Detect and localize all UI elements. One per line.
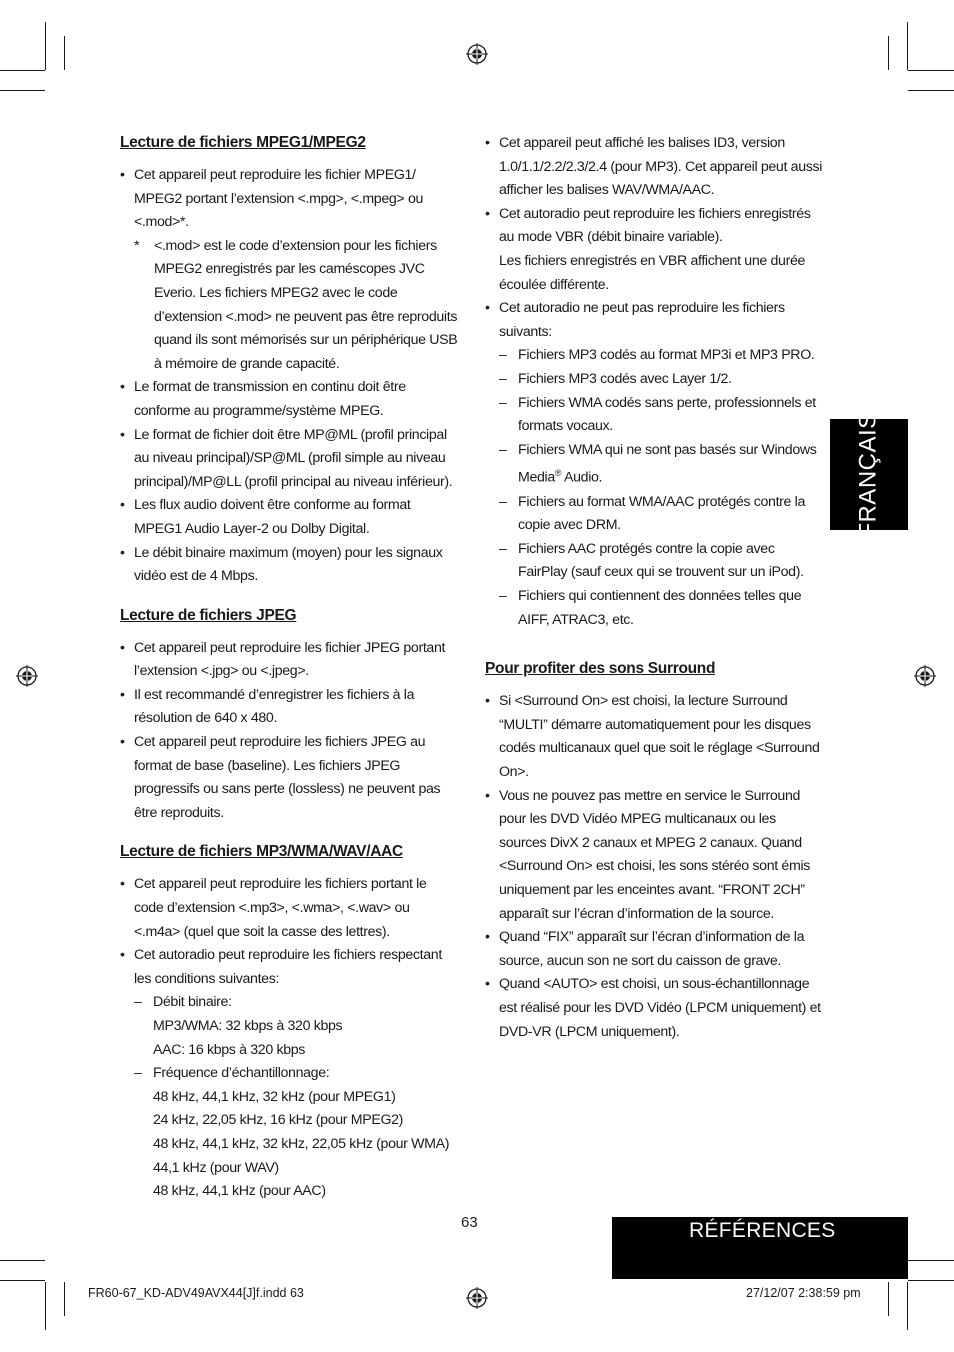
list-item: • Il est recommandé d’enregistrer les fichiers à la résolution de 640 x 480.	[120, 684, 458, 731]
dash-item-text: Fichiers MP3 codés avec Layer 1/2.	[518, 370, 732, 387]
list-item-text: Cet autoradio ne peut pas reproduire les fichiers suivants:	[499, 300, 785, 340]
crop-mark	[0, 1260, 45, 1261]
frequency-line: 48 kHz, 44,1 kHz, 32 kHz, 22,05 kHz (pour WMA)	[153, 1135, 450, 1152]
section-tab	[612, 1217, 908, 1279]
list-item	[120, 944, 458, 1204]
list-item-text: • Cet autoradio peut reproduire les fichiers enregistrés au mode VBR (débit binaire variable).	[499, 205, 811, 246]
list-item: • Cet appareil peut affiché les balises ID3, version 1.0/1.1/2.2/2.3/2.4 (pour MP3). Cet appareil peut aussi afficher les balises WAV/WMA/AAC.	[485, 132, 825, 203]
dash-list	[134, 991, 458, 1203]
frequency-line: 48 kHz, 44,1 kHz (pour AAC)	[153, 1183, 326, 1200]
list-item-text: Cet autoradio peut reproduire les fichiers respectant les conditions suivantes:	[134, 947, 442, 987]
bullet-list	[120, 873, 458, 1203]
right-column	[485, 132, 825, 1044]
list-item-text: Cet appareil peut reproduire les fichier MPEG1/ MPEG2 portant l’extension <.mpg>, <.mpeg> ou <.mod>*.	[134, 167, 424, 231]
dash-marker: –	[499, 370, 507, 387]
dash-item-text: Fichiers qui contiennent des données telles que AIFF, ATRAC3, etc.	[518, 588, 802, 628]
crop-mark	[908, 90, 954, 91]
list-item: • Le format de fichier doit être MP@ML (profil principal au niveau principal)/SP@ML (profil simple au niveau principal)/MP@LL (profil principal au niveau inférieur).	[120, 424, 458, 495]
crop-mark	[907, 1282, 908, 1330]
crop-mark	[908, 1280, 954, 1281]
dash-item	[499, 491, 825, 538]
dash-item	[499, 439, 825, 491]
footnote-marker: *	[134, 237, 140, 254]
crop-mark	[0, 90, 45, 91]
section-heading: Lecture de fichiers MPEG1/MPEG2	[120, 134, 366, 151]
dash-item	[499, 538, 825, 585]
dash-marker: –	[499, 347, 507, 364]
dash-item-text: Fichiers AAC protégés contre la copie avec FairPlay (sauf ceux qui se trouvent sur un iPod).	[518, 540, 804, 581]
list-item: • Cet appareil peut reproduire les fichiers portant le code d’extension <.mp3>, <.wma>, <.wav> ou <.m4a> (quel que soit la casse des lettres).	[120, 873, 458, 944]
section-heading: Lecture de fichiers MP3/WMA/WAV/AAC	[120, 843, 403, 861]
bitrate-line: AAC: 16 kbps à 320 kbps	[153, 1041, 306, 1058]
list-item: • Cet appareil peut reproduire les fichier JPEG portant l’extension <.jpg> ou <.jpeg>.	[120, 637, 458, 684]
list-item: • Les flux audio doivent être conforme au format MPEG1 Audio Layer-2 ou Dolby Digital.	[120, 494, 458, 541]
section-mp3	[120, 841, 458, 1203]
dash-item-text: Fichiers WMA qui ne sont pas basés sur Windows Media	[518, 441, 817, 487]
crop-mark	[888, 36, 889, 70]
dash-item-text: Audio.	[561, 470, 603, 487]
section-jpeg	[120, 605, 458, 826]
dash-item-text: Fichiers MP3 codés au format MP3i et MP3 PRO.	[518, 347, 815, 364]
dash-item	[499, 585, 825, 632]
crop-mark	[64, 1282, 65, 1316]
list-item: • Si <Surround On> est choisi, la lecture Surround “MULTI” démarre automatiquement pour les disques codés multicanaux quel que soit le réglage <Surround On>.	[485, 690, 825, 784]
page-number: 63	[461, 1214, 478, 1231]
crop-mark	[45, 22, 46, 70]
language-tab-label: FRANÇAIS	[855, 411, 883, 538]
frequency-line: 24 kHz, 22,05 kHz, 16 kHz (pour MPEG2)	[153, 1112, 404, 1129]
list-item: • Le format de transmission en continu doit être conforme au programme/système MPEG.	[120, 376, 458, 423]
list-item	[485, 203, 825, 297]
section-heading: Pour profiter des sons Surround	[485, 660, 716, 678]
list-item: • Quand “FIX” apparaît sur l’écran d’information de la source, aucun son ne sort du caisson de grave.	[485, 926, 825, 973]
dash-list	[499, 344, 825, 632]
crop-mark	[0, 70, 45, 71]
footnote-text: <.mod> est le code d’extension pour les fichiers MPEG2 enregistrés par les caméscopes JVC Everio. Les fichiers MPEG2 avec le code d’extension <.mod> ne peuvent pas être reproduits quand ils sont mémorisés sur un périphérique USB à mémoire de grande capacité.	[154, 237, 458, 372]
list-item: • Cet appareil peut reproduire les fichiers JPEG au format de base (baseline). Les fichiers JPEG progressifs ou sans perte (lossless) ne peuvent pas être reproduits.	[120, 731, 458, 825]
crop-mark	[0, 1280, 45, 1281]
crop-mark	[907, 22, 908, 70]
dash-item	[499, 344, 825, 368]
list-item	[120, 164, 458, 376]
footer-file-info: FR60-67_KD-ADV49AVX44[J]f.indd 63	[88, 1286, 304, 1300]
dash-marker: –	[499, 588, 507, 605]
footnote	[134, 235, 458, 377]
bullet-list	[485, 690, 825, 1044]
left-column	[120, 132, 458, 1204]
dash-marker: –	[134, 1065, 142, 1082]
frequency-line: 48 kHz, 44,1 kHz, 32 kHz (pour MPEG1)	[153, 1088, 396, 1105]
list-item	[485, 297, 825, 632]
list-item: • Vous ne pouvez pas mettre en service le Surround pour les DVD Vidéo MPEG multicanaux ou les sources DivX 2 canaux et MPEG 2 canaux. Quand <Surround On> est choisi, les sons stéréo sont émis uniquement par les enceintes avant. “FRONT 2CH” apparaît sur l’écran d’information de la source.	[485, 785, 825, 927]
bitrate-label: Débit binaire:	[153, 994, 232, 1011]
crop-mark	[64, 36, 65, 70]
registration-target-icon	[914, 665, 936, 687]
dash-marker: –	[134, 994, 142, 1011]
language-tab	[830, 411, 908, 538]
dash-item	[499, 392, 825, 439]
dash-marker: –	[499, 394, 507, 411]
dash-item-text: Fichiers au format WMA/AAC protégés contre la copie avec DRM.	[518, 493, 806, 534]
section-heading: Lecture de fichiers JPEG	[120, 606, 297, 624]
dash-item-text: Fichiers WMA codés sans perte, professionnels et formats vocaux.	[518, 394, 816, 435]
section-tab-label: RÉFÉRENCES	[689, 1219, 836, 1242]
bullet-list	[120, 164, 458, 589]
crop-mark	[908, 70, 954, 71]
crop-mark	[908, 1260, 954, 1261]
registration-target-icon	[466, 1287, 488, 1309]
crop-mark	[888, 1282, 889, 1316]
crop-mark	[45, 1282, 46, 1330]
list-item: • Quand <AUTO> est choisi, un sous-échantillonnage est réalisé pour les DVD Vidéo (LPCM uniquement) et DVD-VR (LPCM uniquement).	[485, 973, 825, 1044]
registration-target-icon	[466, 43, 488, 65]
frequency-line: 44,1 kHz (pour WAV)	[153, 1159, 279, 1176]
registered-mark: ®	[554, 468, 562, 479]
bullet-list	[485, 132, 825, 632]
list-item: • Le débit binaire maximum (moyen) pour les signaux vidéo est de 4 Mbps.	[120, 542, 458, 589]
dash-marker: –	[499, 493, 507, 510]
registration-target-icon	[16, 665, 38, 687]
section-mpeg	[120, 132, 458, 589]
dash-item	[134, 1062, 458, 1204]
list-item-text: Les fichiers enregistrés en VBR affichent une durée écoulée différente.	[499, 252, 806, 293]
frequency-label: Fréquence d’échantillonnage:	[153, 1065, 330, 1082]
dash-item	[499, 368, 825, 392]
dash-marker: –	[499, 540, 507, 557]
bitrate-line: MP3/WMA: 32 kbps à 320 kbps	[153, 1018, 343, 1034]
footer-timestamp: 27/12/07 2:38:59 pm	[746, 1286, 861, 1300]
dash-item	[134, 991, 458, 1062]
dash-marker: –	[499, 441, 507, 458]
bullet-list	[120, 637, 458, 826]
